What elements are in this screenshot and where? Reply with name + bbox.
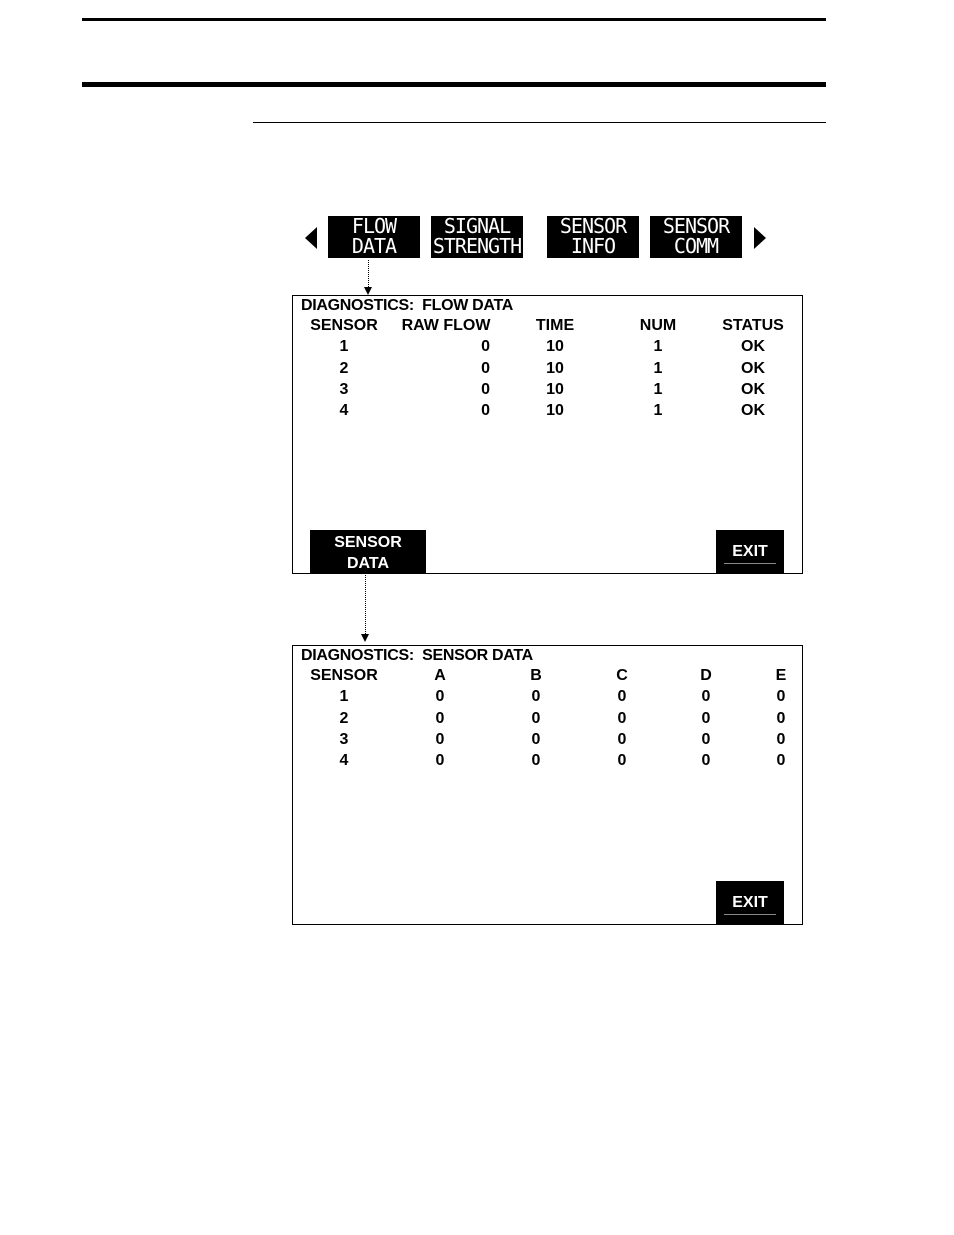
table-row bbox=[293, 338, 802, 359]
softkey-flow-data[interactable] bbox=[328, 216, 420, 258]
scroll-right-icon[interactable] bbox=[754, 227, 766, 249]
value-cell: 0 bbox=[617, 688, 627, 706]
sensor-data-table bbox=[293, 667, 802, 773]
sensor-cell: 4 bbox=[339, 402, 349, 420]
arrow-down-icon bbox=[364, 287, 372, 295]
softkey-sensor-info[interactable] bbox=[547, 216, 639, 258]
table-row bbox=[293, 710, 802, 731]
softkey-label: SENSOR bbox=[559, 216, 627, 238]
table-row bbox=[293, 752, 802, 773]
scroll-left-icon[interactable] bbox=[305, 227, 317, 249]
exit-button[interactable] bbox=[716, 530, 784, 574]
sensor-data-panel bbox=[292, 645, 803, 925]
value-cell: 0 bbox=[531, 688, 541, 706]
value-cell: 0 bbox=[531, 709, 541, 727]
num-cell: 1 bbox=[653, 359, 663, 377]
sensor-cell: 1 bbox=[339, 688, 349, 706]
button-underline bbox=[724, 914, 776, 915]
column-header: SENSOR bbox=[310, 667, 378, 684]
table-header-row bbox=[293, 317, 802, 338]
value-cell: 0 bbox=[617, 730, 627, 748]
value-cell: 0 bbox=[776, 688, 786, 706]
value-cell: 0 bbox=[435, 730, 445, 748]
table-row bbox=[293, 688, 802, 709]
value-cell: 0 bbox=[435, 709, 445, 727]
flow-data-panel bbox=[292, 295, 803, 574]
button-label: EXIT bbox=[732, 894, 768, 911]
panel-title: DIAGNOSTICS: FLOW DATA bbox=[301, 297, 514, 314]
value-cell: 0 bbox=[776, 709, 786, 727]
button-label: DATA bbox=[346, 555, 390, 572]
table-row bbox=[293, 381, 802, 402]
raw-flow-cell: 0 bbox=[481, 359, 490, 377]
status-cell: OK bbox=[741, 380, 765, 398]
time-cell: 10 bbox=[546, 338, 564, 356]
column-header: NUM bbox=[639, 317, 677, 334]
exit-button[interactable] bbox=[716, 881, 784, 925]
sensor-cell: 1 bbox=[339, 338, 349, 356]
sensor-cell: 2 bbox=[339, 359, 349, 377]
value-cell: 0 bbox=[617, 709, 627, 727]
table-row bbox=[293, 402, 802, 423]
time-cell: 10 bbox=[546, 380, 564, 398]
column-header: E bbox=[775, 667, 787, 684]
flow-data-table bbox=[293, 317, 802, 423]
value-cell: 0 bbox=[701, 752, 711, 770]
status-cell: OK bbox=[741, 402, 765, 420]
raw-flow-cell: 0 bbox=[481, 380, 490, 398]
value-cell: 0 bbox=[776, 752, 786, 770]
top-rule-thick bbox=[82, 82, 826, 87]
section-rule bbox=[253, 122, 826, 123]
connector-line bbox=[365, 575, 366, 636]
time-cell: 10 bbox=[546, 402, 564, 420]
value-cell: 0 bbox=[435, 752, 445, 770]
num-cell: 1 bbox=[653, 402, 663, 420]
num-cell: 1 bbox=[653, 380, 663, 398]
column-header: SENSOR bbox=[310, 317, 378, 334]
button-label: EXIT bbox=[732, 543, 768, 560]
sensor-cell: 2 bbox=[339, 709, 349, 727]
sensor-data-button[interactable] bbox=[310, 530, 426, 574]
softkey-label: SENSOR bbox=[662, 216, 730, 238]
softkey-label: FLOW bbox=[351, 216, 397, 238]
table-row bbox=[293, 731, 802, 752]
value-cell: 0 bbox=[435, 688, 445, 706]
softkey-sensor-comm[interactable] bbox=[650, 216, 742, 258]
value-cell: 0 bbox=[617, 752, 627, 770]
sensor-cell: 3 bbox=[339, 730, 349, 748]
softkey-label: DATA bbox=[351, 234, 397, 258]
softkey-label: STRENGTH bbox=[432, 234, 522, 258]
softkey-label: SIGNAL bbox=[443, 216, 511, 238]
table-header-row bbox=[293, 667, 802, 688]
button-underline bbox=[724, 563, 776, 564]
connector-line bbox=[368, 260, 369, 287]
column-header: RAW FLOW bbox=[401, 317, 491, 334]
column-header: C bbox=[616, 667, 628, 684]
softkey-label: COMM bbox=[673, 234, 719, 258]
value-cell: 0 bbox=[776, 730, 786, 748]
value-cell: 0 bbox=[531, 730, 541, 748]
column-header: B bbox=[530, 667, 542, 684]
value-cell: 0 bbox=[701, 730, 711, 748]
table-row bbox=[293, 360, 802, 381]
softkey-label: INFO bbox=[570, 234, 616, 258]
panel-title: DIAGNOSTICS: SENSOR DATA bbox=[301, 647, 533, 664]
sensor-cell: 4 bbox=[339, 752, 349, 770]
arrow-down-icon bbox=[361, 634, 369, 642]
button-label: SENSOR bbox=[334, 534, 402, 551]
status-cell: OK bbox=[741, 338, 765, 356]
sensor-cell: 3 bbox=[339, 380, 349, 398]
value-cell: 0 bbox=[531, 752, 541, 770]
value-cell: 0 bbox=[701, 688, 711, 706]
value-cell: 0 bbox=[701, 709, 711, 727]
status-cell: OK bbox=[741, 359, 765, 377]
column-header: TIME bbox=[535, 317, 575, 334]
num-cell: 1 bbox=[653, 338, 663, 356]
top-rule-thin bbox=[82, 18, 826, 21]
time-cell: 10 bbox=[546, 359, 564, 377]
softkey-signal-strength[interactable] bbox=[431, 216, 523, 258]
column-header: A bbox=[434, 667, 446, 684]
raw-flow-cell: 0 bbox=[481, 402, 490, 420]
raw-flow-cell: 0 bbox=[481, 338, 490, 356]
column-header: D bbox=[700, 667, 712, 684]
column-header: STATUS bbox=[722, 317, 784, 334]
